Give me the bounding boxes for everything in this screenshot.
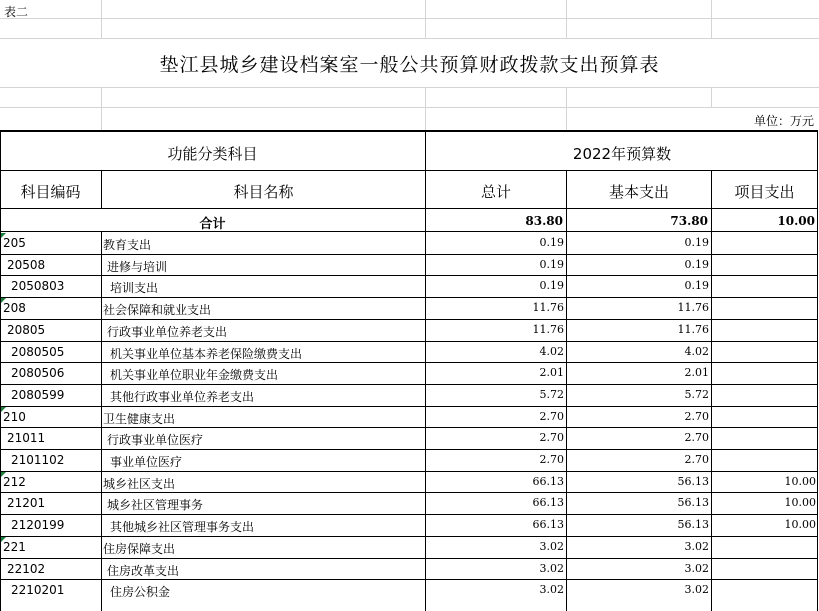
row-divider	[0, 492, 818, 493]
page-title: 垫江县城乡建设档案室一般公共预算财政拨款支出预算表	[159, 54, 660, 76]
row-name: 卫生健康支出	[103, 412, 176, 426]
row-divider	[0, 471, 818, 472]
row-name: 城乡社区管理事务	[107, 498, 204, 512]
header-function-category: 功能分类科目	[167, 145, 258, 163]
row-code: 2210201	[11, 583, 65, 597]
grid-line	[425, 0, 426, 38]
table-border	[0, 130, 818, 132]
row-name: 住房公积金	[110, 585, 171, 599]
row-basic: 56.13	[677, 475, 709, 488]
row-code: 2120199	[11, 518, 65, 532]
table-border	[711, 170, 712, 611]
row-code: 212	[3, 475, 26, 489]
row-total: 0.19	[539, 236, 564, 249]
row-code: 221	[3, 540, 26, 554]
grid-line	[101, 87, 102, 130]
row-code: 2101102	[11, 453, 65, 467]
row-name: 事业单位医疗	[110, 455, 183, 469]
grid-line	[425, 87, 426, 130]
row-name: 教育支出	[103, 238, 152, 252]
row-name: 其他城乡社区管理事务支出	[110, 520, 255, 534]
row-basic: 5.72	[684, 388, 709, 401]
total-label: 合计	[199, 217, 226, 232]
row-name: 培训支出	[110, 281, 159, 295]
table-border	[101, 231, 102, 611]
grid-line	[101, 0, 102, 38]
row-code: 21201	[7, 496, 46, 510]
table-border	[0, 170, 818, 171]
sheet-label: 表二	[4, 5, 29, 19]
row-basic: 11.76	[677, 301, 709, 314]
row-divider	[0, 275, 818, 276]
row-divider	[0, 319, 818, 320]
row-divider	[0, 579, 818, 580]
row-basic: 3.02	[684, 540, 709, 553]
row-basic: 3.02	[684, 562, 709, 575]
header-code: 科目编码	[20, 183, 81, 201]
row-basic: 0.19	[684, 279, 709, 292]
row-basic: 56.13	[677, 518, 709, 531]
row-total: 3.02	[539, 540, 564, 553]
row-code: 20805	[7, 323, 46, 337]
row-basic: 2.01	[684, 366, 709, 379]
row-name: 行政事业单位养老支出	[107, 325, 228, 339]
row-basic: 0.19	[684, 236, 709, 249]
header-project: 项目支出	[734, 183, 795, 201]
row-total: 4.02	[539, 345, 564, 358]
unit-label: 单位：万元	[753, 114, 814, 128]
total-project: 10.00	[777, 214, 815, 228]
row-code: 21011	[7, 431, 46, 445]
header-name: 科目名称	[233, 183, 294, 201]
row-total: 66.13	[532, 496, 564, 509]
row-total: 11.76	[532, 323, 564, 336]
row-basic: 3.02	[684, 583, 709, 596]
total-amount: 83.80	[525, 214, 563, 228]
row-name: 城乡社区支出	[103, 477, 176, 491]
row-total: 66.13	[532, 475, 564, 488]
row-total: 11.76	[532, 301, 564, 314]
row-code: 205	[3, 236, 26, 250]
row-divider	[0, 406, 818, 407]
row-total: 0.19	[539, 258, 564, 271]
row-basic: 11.76	[677, 323, 709, 336]
row-divider	[0, 558, 818, 559]
row-basic: 2.70	[684, 410, 709, 423]
row-code: 210	[3, 410, 26, 424]
row-name: 机关事业单位基本养老保险缴费支出	[110, 347, 303, 361]
header-basic: 基本支出	[608, 183, 669, 201]
table-border	[817, 130, 818, 611]
grid-line	[0, 18, 819, 19]
row-code: 2080506	[11, 366, 65, 380]
row-name: 行政事业单位医疗	[107, 433, 204, 447]
row-divider	[0, 384, 818, 385]
row-total: 2.01	[539, 366, 564, 379]
row-name: 住房保障支出	[103, 542, 176, 556]
row-code: 2080505	[11, 345, 65, 359]
row-name: 住房改革支出	[107, 564, 180, 578]
row-basic: 0.19	[684, 258, 709, 271]
row-basic: 56.13	[677, 496, 709, 509]
row-total: 0.19	[539, 279, 564, 292]
grid-line	[711, 87, 712, 108]
row-total: 2.70	[539, 431, 564, 444]
row-project: 10.00	[784, 496, 816, 509]
grid-line	[566, 0, 567, 38]
row-code: 2050803	[11, 279, 65, 293]
row-total: 3.02	[539, 562, 564, 575]
row-name: 其他行政事业单位养老支出	[110, 390, 255, 404]
row-project: 10.00	[784, 475, 816, 488]
grid-line	[0, 107, 819, 108]
row-total: 3.02	[539, 583, 564, 596]
row-basic: 4.02	[684, 345, 709, 358]
row-name: 社会保障和就业支出	[103, 303, 212, 317]
row-divider	[0, 536, 818, 537]
row-total: 66.13	[532, 518, 564, 531]
row-divider	[0, 341, 818, 342]
grid-line	[0, 38, 819, 39]
row-divider	[0, 449, 818, 450]
row-code: 22102	[7, 562, 46, 576]
grid-line	[566, 87, 567, 130]
total-basic: 73.80	[670, 214, 708, 228]
row-total: 2.70	[539, 453, 564, 466]
grid-line	[711, 0, 712, 38]
row-basic: 2.70	[684, 453, 709, 466]
header-budget-year: 2022年预算数	[572, 145, 672, 163]
row-code: 2080599	[11, 388, 65, 402]
row-divider	[0, 427, 818, 428]
row-name: 机关事业单位职业年金缴费支出	[110, 368, 279, 382]
row-total: 2.70	[539, 410, 564, 423]
row-basic: 2.70	[684, 431, 709, 444]
row-code: 20508	[7, 258, 46, 272]
row-divider	[0, 362, 818, 363]
row-divider	[0, 514, 818, 515]
row-code: 208	[3, 301, 26, 315]
table-border	[0, 208, 818, 209]
row-name: 进修与培训	[107, 260, 168, 274]
header-total: 总计	[480, 183, 511, 201]
row-divider	[0, 254, 818, 255]
grid-line	[0, 87, 819, 88]
row-total: 5.72	[539, 388, 564, 401]
row-project: 10.00	[784, 518, 816, 531]
row-divider	[0, 297, 818, 298]
